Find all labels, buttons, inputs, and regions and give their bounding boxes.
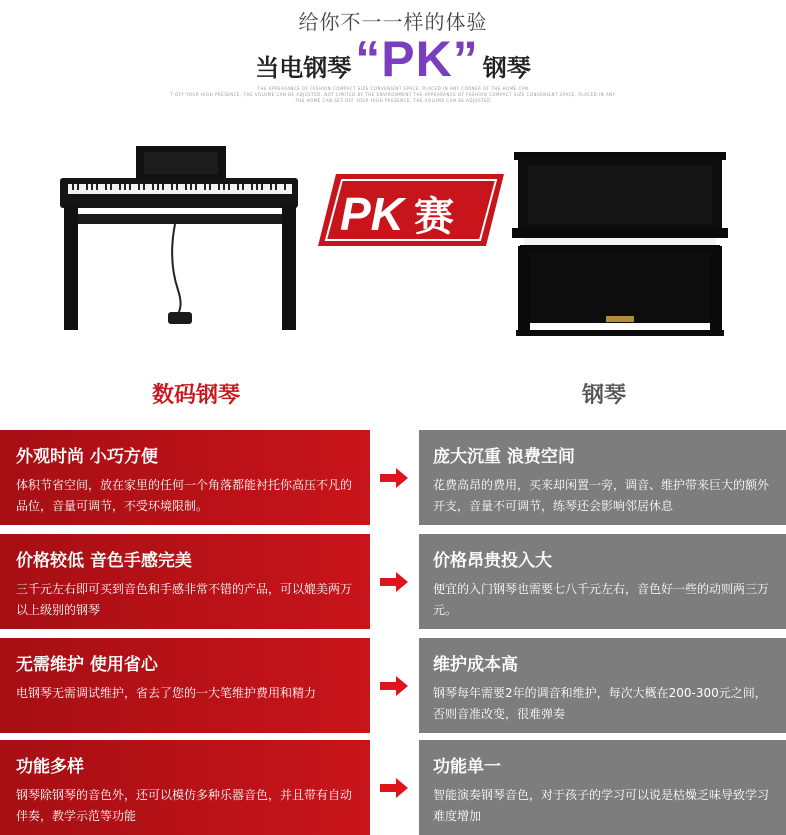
digital-card-body: 体积节省空间，放在家里的任何一个角落都能衬托你高压不凡的品位，音量可调节，不受环境限制。 — [16, 478, 353, 513]
comparison-row — [0, 430, 786, 525]
digital-card-title: 功能多样 — [16, 757, 84, 777]
fine-print-line: T-OFF YOUR HIGH PRESENCE, THE VOLUME CAN BE ADJUSTED, NOT LIMITED BY THE ENVIRONMENT THE APPEARANCE OF FASHION COMPACT SIZE CONVENIENT SPACE, PLACED IN ANY — [170, 92, 616, 97]
piano-label: 钢琴 — [581, 383, 626, 408]
piano-card — [419, 638, 786, 733]
digital-card — [0, 740, 370, 835]
piano-card — [419, 430, 786, 525]
piano-card-title: 价格昂贵投入大 — [433, 551, 552, 571]
piano-card-title: 功能单一 — [433, 757, 501, 777]
comparison-row — [0, 534, 786, 629]
title-pk: “PK” — [355, 31, 479, 87]
digital-card — [0, 430, 370, 525]
upright-piano-image — [510, 150, 730, 340]
piano-card — [419, 740, 786, 835]
pk-badge-sai: 赛 — [414, 194, 454, 240]
digital-card-body: 三千元左右即可买到音色和手感非常不错的产品，可以媲美两万以上级别的钢琴 — [16, 582, 353, 617]
pk-badge-text: PK — [340, 188, 404, 240]
piano-card — [419, 534, 786, 629]
digital-card — [0, 534, 370, 629]
piano-card-title: 庞大沉重 浪费空间 — [433, 447, 575, 467]
page-title — [0, 31, 786, 87]
piano-card-body: 便宜的入门钢琴也需要七八千元左右，音色好一些的动则两三万元。 — [433, 582, 770, 617]
title-right: 钢琴 — [482, 53, 531, 82]
arrow-right-icon — [380, 676, 408, 696]
digital-card-title: 价格较低 音色手感完美 — [16, 551, 192, 571]
title-left: 当电钢琴 — [255, 53, 352, 82]
piano-card-body: 花费高昂的费用，买来却闲置一旁，调音、维护带来巨大的额外开支，音量不可调节，练琴还会影响邻居休息 — [433, 478, 770, 513]
digital-card-title: 外观时尚 小巧方便 — [16, 447, 158, 467]
piano-card-title: 维护成本高 — [433, 655, 518, 675]
arrow-right-icon — [380, 778, 408, 798]
digital-piano-image — [50, 140, 320, 340]
piano-card-body: 钢琴每年需要2年的调音和维护，每次大概在200-300元之间，否则音准改变，很难弹奏 — [433, 686, 767, 721]
pk-badge — [318, 168, 508, 252]
digital-card-body: 钢琴除钢琴的音色外，还可以模仿多种乐器音色，并且带有自动伴奏，教学示范等功能 — [16, 788, 353, 823]
piano-card-body: 智能演奏钢琴音色，对于孩子的学习可以说是枯燥乏味导致学习难度增加 — [433, 788, 770, 823]
fine-print-line: THE HOME CAN SET-OFF YOUR HIGH PRESENCE, THE VOLUME CAN BE ADJUSTED — [295, 98, 491, 103]
page-subtitle: 给你不一一样的体验 — [298, 10, 488, 34]
digital-card — [0, 638, 370, 733]
fine-print-line: THE APPEARANCE OF FASHION COMPACT SIZE CONVENIENT SPACE, PLACED IN ANY CORNER OF THE HOME CAN — [257, 86, 529, 91]
digital-card-title: 无需维护 使用省心 — [16, 655, 158, 675]
digital-card-body: 电钢琴无需调试维护，省去了您的一大笔维护费用和精力 — [16, 686, 317, 700]
comparison-row — [0, 740, 786, 835]
arrow-right-icon — [380, 572, 408, 592]
arrow-right-icon — [380, 468, 408, 488]
digital-piano-label: 数码钢琴 — [151, 383, 240, 408]
comparison-row — [0, 638, 786, 733]
